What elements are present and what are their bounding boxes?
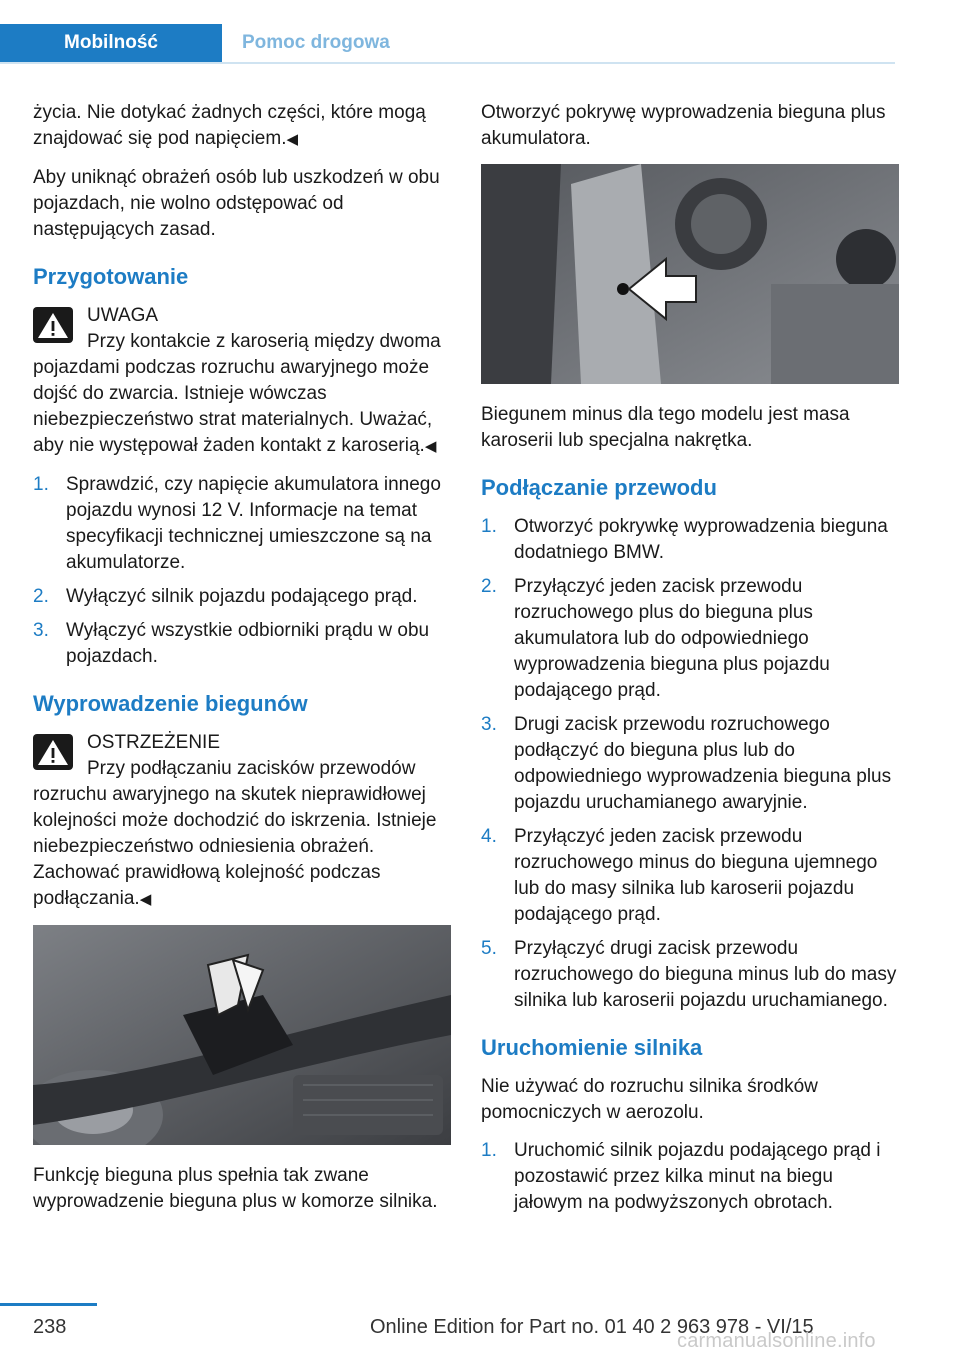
warning-triangle-icon [33, 734, 73, 770]
list-item: 5. Przyłączyć drugi zacisk przewodu rozruchowego do bieguna minus lub do masy silnika lub karoserii pojazdu uruchamianego. [481, 938, 897, 1011]
page-number: 238 [33, 1316, 67, 1338]
photo-caption: Funkcję bieguna plus spełnia tak zwane wyprowadzenie bieguna plus w komorze silnika. [33, 1165, 438, 1212]
list-item: 1. Uruchomić silnik pojazdu podającego prąd i pozostawić przez kilka minut na biegu jałowym na podwyższonych obrotach. [481, 1140, 881, 1213]
steps-list-podlaczanie [481, 514, 899, 1014]
list-item: 2. Wyłączyć silnik pojazdu podającego prąd. [33, 586, 418, 607]
section-title-podlaczanie: Podłączanie przewodu [481, 475, 717, 500]
end-mark: ◀ [424, 438, 437, 455]
notice-text: Przy kontakcie z karoserią między dwoma pojazdami podczas rozruchu awaryjnego może dojść do zwarcia. Istnieje wówczas niebezpieczeństwo strat materialnych. Uważać, aby nie występował żaden kontakt z karoserią. [33, 331, 441, 456]
list-item: 2. Przyłączyć jeden zacisk przewodu rozruchowego plus do bieguna plus akumulatora lub do odpowiedniego wyprowadzenia bieguna plus pojazdu podającego prąd. [481, 576, 830, 701]
list-item: 3. Wyłączyć wszystkie odbiorniki prądu w obu pojazdach. [33, 620, 430, 667]
steps-list-uruchomienie [481, 1138, 899, 1216]
right-column [481, 100, 899, 1228]
paragraph: Aby uniknąć obrażeń osób lub uszkodzeń w obu pojazdach, nie wolno odstępować od następujących zasad. [33, 167, 440, 240]
list-item: 3. Drugi zacisk przewodu rozruchowego podłączyć do bieguna plus lub do odpowiedniego wyprowadzenia bieguna plus pojazdu uruchamianego awaryjnie. [481, 714, 892, 813]
end-mark: ◀ [139, 891, 152, 908]
warning-triangle-icon [33, 307, 73, 343]
notice-ostrzezenie [33, 730, 451, 913]
notice-text: Przy podłączaniu zacisków przewodów rozruchu awaryjnego na skutek nieprawidłowej kolejności może dochodzić do iskrzenia. Istnieje niebezpieczeństwo odniesienia obrażeń. Zachować prawidłową kolejność podczas podłączania. [33, 758, 437, 909]
end-mark: ◀ [286, 131, 299, 148]
engine-bay-photo-plus-terminal [33, 925, 451, 1145]
notice-label: UWAGA [87, 305, 159, 326]
footer-accent-line [0, 1303, 97, 1306]
notice-uwaga [33, 303, 451, 460]
section-title-przygotowanie: Przygotowanie [33, 264, 189, 289]
watermark: carmanualsonline.info [677, 1330, 876, 1352]
edition-text: Online Edition for Part no. 01 40 2 963 978 - VI/15 [370, 1316, 814, 1338]
engine-bay-photo-minus-terminal [481, 164, 899, 384]
header-tabs [0, 24, 895, 64]
list-item: 1. Otworzyć pokrywkę wyprowadzenia bieguna dodatniego BMW. [481, 516, 888, 563]
paragraph: Otworzyć pokrywę wyprowadzenia bieguna plus akumulatora. [481, 102, 886, 149]
paragraph: życia. Nie dotykać żadnych części, które mogą znajdować się pod napięciem.◀ [33, 102, 426, 149]
photo-caption: Biegunem minus dla tego modelu jest masa karoserii lub specjalna nakrętka. [481, 404, 850, 451]
steps-list-przygotowanie [33, 472, 451, 670]
section-title-wyprowadzenie: Wyprowadzenie biegunów [33, 691, 308, 716]
left-column [33, 100, 451, 1227]
tab-mobilnosc[interactable]: Mobilność [0, 24, 222, 62]
paragraph: Nie używać do rozruchu silnika środków pomocniczych w aerozolu. [481, 1076, 818, 1123]
notice-label: OSTRZEŻENIE [87, 732, 221, 753]
list-item: 1. Sprawdzić, czy napięcie akumulatora innego pojazdu wynosi 12 V. Informacje na temat specyfikacji technicznej umieszczone są na akumulatorze. [33, 474, 441, 573]
list-item: 4. Przyłączyć jeden zacisk przewodu rozruchowego minus do bieguna ujemnego lub do masy silnika lub karoserii pojazdu podającego prąd. [481, 826, 878, 925]
tab-pomoc-drogowa[interactable]: Pomoc drogowa [242, 32, 390, 53]
section-title-uruchomienie: Uruchomienie silnika [481, 1035, 703, 1060]
